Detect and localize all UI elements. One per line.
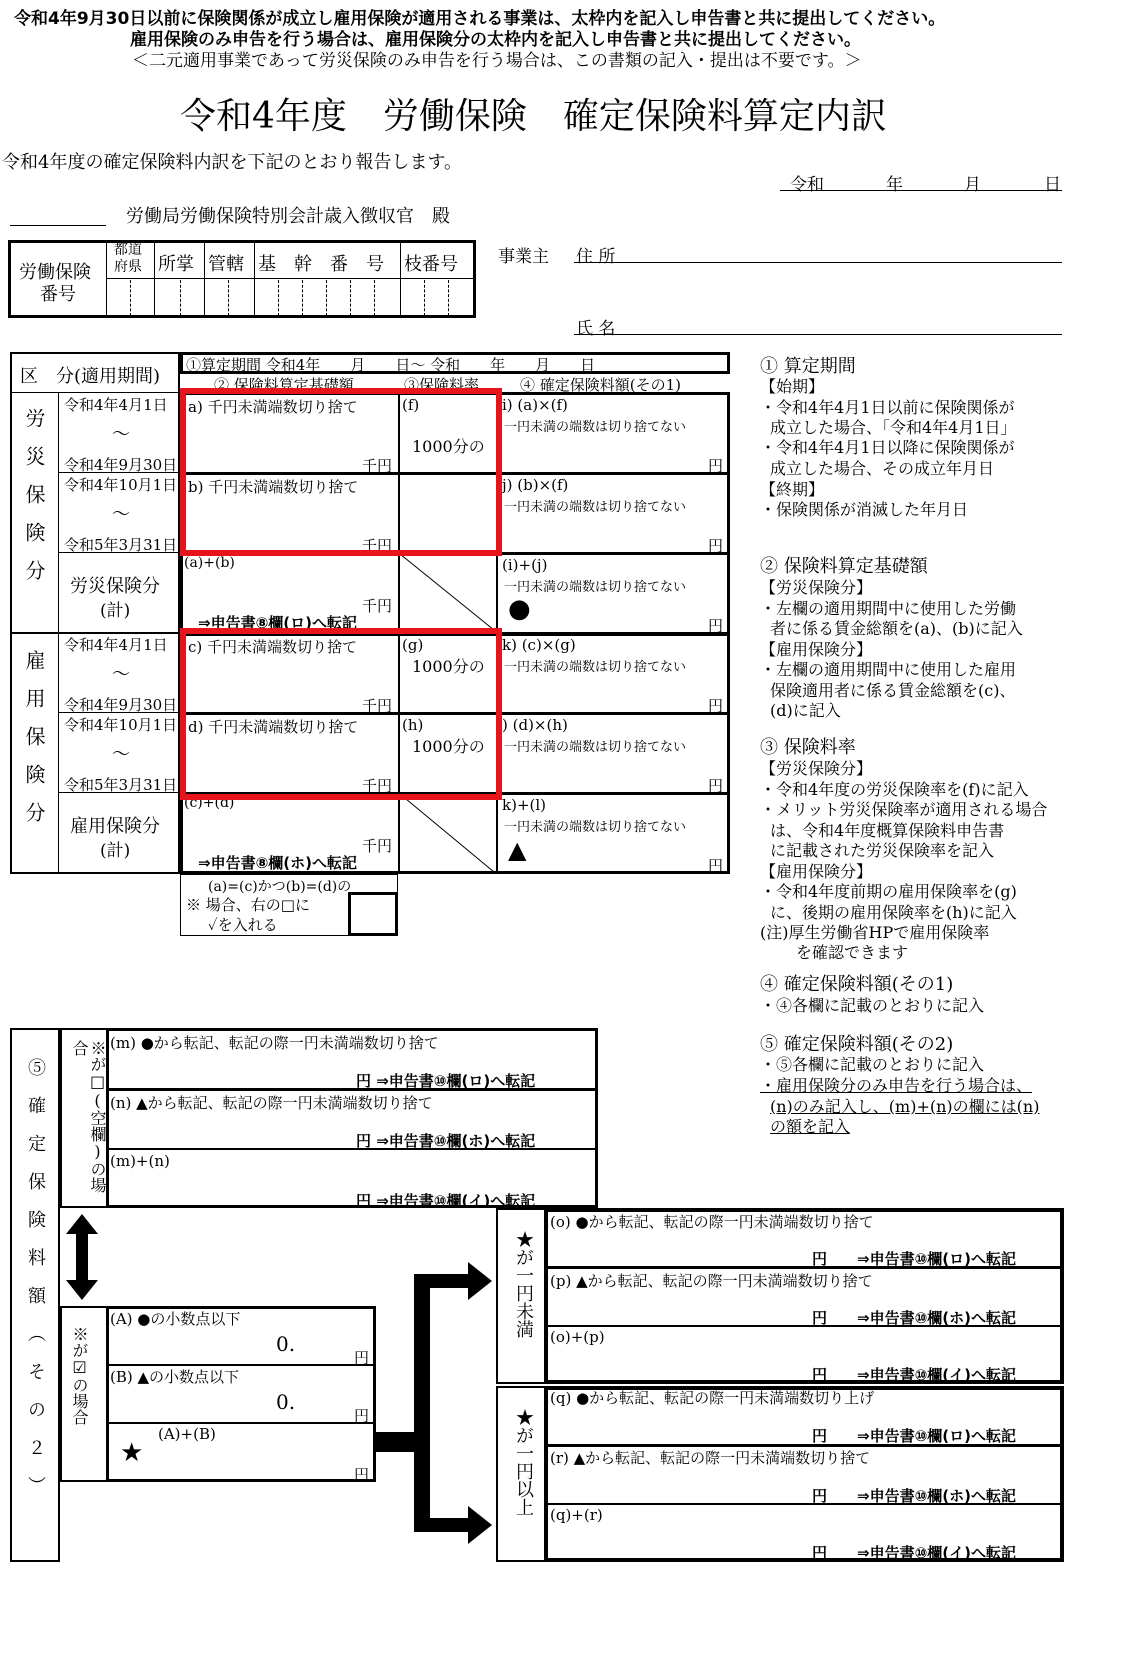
B-zero: 0.: [276, 1390, 296, 1414]
branch-arrow-icon: [376, 1262, 496, 1552]
side-s2-c: ・左欄の適用期間中に使用した雇用: [760, 660, 1017, 679]
AB-unit: 円: [354, 1466, 370, 1484]
kankatsu-label: 管轄: [208, 254, 244, 275]
cell-j-note: 一円未満の端数は切り捨てない: [504, 500, 687, 515]
qr-input[interactable]: [548, 1506, 1060, 1558]
op-input[interactable]: [548, 1328, 1060, 1380]
period-end-1: 令和4年9月30日: [64, 456, 178, 474]
col3-header: ③保険料率: [404, 376, 480, 394]
kikan-label: 基 幹 番 号: [258, 254, 384, 275]
cell-d-label: d) 千円未満端数切り捨て: [188, 718, 359, 736]
cell-l-label: ) (d)×(h): [502, 716, 568, 734]
instruction-line-3: ＜二元適用事業であって労災保険のみ申告を行う場合は、この書類の記入・提出は不要です。＞: [132, 51, 862, 71]
number-input-cells[interactable]: [106, 280, 476, 318]
period-start-1: 令和4年4月1日: [64, 396, 168, 414]
cell-ab-transfer: ⇒申告書⑧欄(ロ)へ転記: [198, 614, 357, 632]
side-s5-c: (n)のみ記入し、(m)+(n)の欄には(n): [770, 1097, 1040, 1116]
side-s2-d: 保険適用者に係る賃金総額を(c)、: [770, 681, 1016, 700]
side-s2-k: 【雇用保険分】: [760, 640, 873, 659]
m-label: (m) ●から転記、転記の際一円未満端数切り捨て: [110, 1034, 439, 1052]
side-s1-title: ① 算定期間: [760, 356, 856, 377]
cell-ij-label: (i)+(j): [502, 556, 548, 574]
cell-i-label: i) (a)×(f): [502, 396, 568, 414]
date-month-label: 月: [964, 175, 981, 195]
koyou-rate-diagonal: [398, 792, 496, 874]
cell-k-note: 一円未満の端数は切り捨てない: [504, 660, 687, 675]
highlight-koyou: [180, 628, 502, 800]
star-marker: ★: [120, 1438, 144, 1468]
cell-i-note: 一円未満の端数は切り捨てない: [504, 420, 687, 435]
qr-label: (q)+(r): [550, 1506, 603, 1524]
triangle-marker: ▲: [508, 836, 527, 864]
rousai-rate-diagonal: [398, 552, 496, 632]
side-s5-b: ・雇用保険分のみ申告を行う場合は、: [760, 1076, 1033, 1095]
m-input[interactable]: [108, 1030, 596, 1088]
circle-marker: ●: [508, 594, 531, 624]
cell-c-label: c) 千円未満端数切り捨て: [188, 638, 358, 656]
side-s3-f: に、後期の雇用保険率を(h)に記入: [770, 903, 1017, 922]
cell-b-label: b) 千円未満端数切り捨て: [188, 478, 359, 496]
koyou-sum-label: 雇用保険分: [70, 816, 160, 837]
side-s1-d: 成立した場合、その成立年月日: [770, 459, 995, 478]
cell-cd-unit: 千円: [362, 837, 393, 855]
period-start-4: 令和4年10月1日: [64, 716, 178, 734]
cell-c-unit: 千円: [362, 697, 393, 715]
period-start-2: 令和4年10月1日: [64, 476, 178, 494]
cell-i-unit: 円: [708, 457, 724, 475]
addressee: 労働局労働保険特別会計歳入徴収官 殿: [126, 206, 450, 227]
p-label: (p) ▲から転記、転記の際一円未満端数切り捨て: [550, 1272, 873, 1290]
op-label: (o)+(p): [550, 1328, 605, 1346]
cell-ab-label: (a)+(b): [184, 555, 235, 571]
cell-l-note: 一円未満の端数は切り捨てない: [504, 740, 687, 755]
cell-a-unit: 千円: [362, 457, 393, 475]
o-transfer: 円 ⇒申告書⑩欄(ロ)へ転記: [812, 1250, 1016, 1268]
r-input[interactable]: [548, 1448, 1060, 1503]
name-label: 氏 名: [576, 319, 616, 339]
wave-3: 〜: [112, 664, 130, 685]
number-label-1: 労働保険: [19, 262, 91, 283]
A-input[interactable]: [108, 1308, 374, 1364]
instruction-line-2: 雇用保険のみ申告を行う場合は、雇用保険分の太枠内を記入し申告書と共に提出してください。: [130, 30, 861, 50]
cell-g-label: (g): [402, 636, 424, 654]
AB-label: (A)+(B): [158, 1425, 216, 1443]
side-s1-start: 【始期】: [760, 377, 825, 396]
period-end-3: 令和4年9月30日: [64, 696, 178, 714]
rousai-kei-label: (計): [100, 601, 131, 621]
side-s3-b: ・メリット労災保険率が適用される場合: [760, 800, 1048, 819]
side-s4-title: ④ 確定保険料額(その1): [760, 974, 954, 995]
B-unit: 円: [354, 1407, 370, 1425]
cell-f-label: (f): [402, 396, 420, 414]
q-label: (q) ●から転記、転記の際一円未満端数切り上げ: [550, 1389, 875, 1407]
report-statement: 令和4年度の確定保険料内訳を下記のとおり報告します。: [2, 152, 463, 173]
date-underline: [780, 190, 1062, 191]
o-label: (o) ●から転記、転記の際一円未満端数切り捨て: [550, 1213, 874, 1231]
page-title: 令和4年度 労働保険 確定保険料算定内訳: [180, 96, 887, 137]
cell-ij-unit: 円: [708, 617, 724, 635]
cell-kl-label: k)+(l): [502, 796, 547, 814]
cell-h-rate: 1000分の: [412, 737, 485, 756]
side-s3-c: は、令和4年度概算保険料申告書: [770, 821, 1005, 840]
side-s5-a: ・⑤各欄に記載のとおりに記入: [760, 1055, 985, 1074]
note-line-1: (a)=(c)かつ(b)=(d)の: [208, 879, 352, 895]
over1-label: ★が一円以上: [513, 1408, 534, 1516]
note-line-3: ✓を入れる: [208, 916, 278, 934]
cell-g-rate: 1000分の: [412, 657, 485, 676]
edaban-label: 枝番号: [404, 254, 458, 275]
r-transfer: 円 ⇒申告書⑩欄(ホ)へ転記: [812, 1487, 1016, 1505]
kubun-header: 区 分(適用期間): [20, 366, 161, 387]
period-end-4: 令和5年3月31日: [64, 776, 178, 794]
side-s5-d: の額を記入: [770, 1117, 851, 1136]
side-s1-end: 【終期】: [760, 480, 825, 499]
n-input[interactable]: [108, 1090, 596, 1148]
highlight-rousai: [180, 388, 502, 556]
A-zero: 0.: [276, 1332, 296, 1356]
rousai-sum-label: 労災保険分: [70, 576, 160, 597]
A-label: (A) ●の小数点以下: [110, 1310, 241, 1328]
wave-2: 〜: [112, 504, 130, 525]
p-input[interactable]: [548, 1270, 1060, 1325]
side-s1-b: 成立した場合、「令和4年4月1日」: [770, 418, 1017, 437]
side-s1-a: ・令和4年4月1日以前に保険関係が: [760, 398, 1015, 417]
cell-k-label: k) (c)×(g): [502, 636, 576, 654]
side-s4-a: ・④各欄に記載のとおりに記入: [760, 996, 985, 1015]
bureau-underline[interactable]: [10, 225, 106, 226]
cell-h-label: (h): [402, 716, 424, 734]
col2-header: ② 保険料算定基礎額: [214, 376, 354, 394]
mn-input[interactable]: [108, 1150, 596, 1206]
koyou-kei-label: (計): [100, 841, 131, 861]
section5-vertical-label: ⑤確定保険料額（その２）: [25, 1058, 46, 1514]
side-s2-a: ・左欄の適用期間中に使用した労働: [760, 599, 1017, 618]
number-label-2: 番号: [40, 284, 76, 305]
cell-j-label: j) (b)×(f): [502, 476, 569, 494]
side-s3-r: 【労災保険分】: [760, 759, 873, 778]
prefecture-label: 都道 府県: [114, 242, 142, 275]
op-transfer: 円 ⇒申告書⑩欄(イ)へ転記: [812, 1366, 1016, 1384]
cell-kl-unit: 円: [708, 857, 724, 875]
shosho-label: 所掌: [158, 254, 194, 275]
side-s3-a: ・令和4年度の労災保険率を(f)に記入: [760, 780, 1029, 799]
cell-ij-note: 一円未満の端数は切り捨てない: [504, 580, 687, 595]
under1-label: ★が一円未満: [513, 1230, 534, 1338]
col4-header: ④ 確定保険料額(その1): [520, 376, 682, 394]
side-s1-c: ・令和4年4月1日以降に保険関係が: [760, 438, 1015, 457]
blank-case-label: ※が□(空欄)の場合: [70, 1040, 107, 1193]
side-s2-e: (d)に記入: [770, 701, 841, 720]
qr-transfer: 円 ⇒申告書⑩欄(イ)へ転記: [812, 1544, 1016, 1562]
wave-1: 〜: [112, 424, 130, 445]
name-field[interactable]: [574, 334, 1062, 335]
A-unit: 円: [354, 1349, 370, 1367]
side-s2-b: 者に係る賃金総額を(a)、(b)に記入: [770, 619, 1023, 638]
period-end-2: 令和5年3月31日: [64, 536, 178, 554]
m-transfer: 円 ⇒申告書⑩欄(ロ)へ転記: [356, 1072, 536, 1090]
note-line-2: ※ 場合、右の□に: [186, 896, 310, 914]
koyou-vertical-label: 雇用保険分: [22, 650, 46, 840]
cell-ab-unit: 千円: [362, 597, 393, 615]
cell-cd-label: (c)+(d): [184, 795, 235, 811]
period-header: ①算定期間 令和4年 月 日～ 令和 年 月 日: [186, 356, 596, 374]
side-s3-h: を確認できます: [796, 943, 909, 962]
cell-a-label: a) 千円未満端数切り捨て: [188, 398, 358, 416]
n-label: (n) ▲から転記、転記の際一円未満端数切り捨て: [110, 1094, 433, 1112]
B-label: (B) ▲の小数点以下: [110, 1368, 240, 1386]
same-rate-checkbox[interactable]: [348, 892, 398, 936]
side-s2-title: ② 保険料算定基礎額: [760, 556, 928, 577]
rousai-vertical-label: 労災保険分: [22, 408, 46, 598]
side-s3-d: に記載された労災保険率を記入: [770, 841, 995, 860]
date-day-label: 日: [1044, 175, 1061, 195]
wave-4: 〜: [112, 744, 130, 765]
cell-j-unit: 円: [708, 537, 724, 555]
cell-b-unit: 千円: [362, 537, 393, 555]
cell-k-unit: 円: [708, 697, 724, 715]
o-input[interactable]: [548, 1212, 1060, 1266]
period-start-3: 令和4年4月1日: [64, 636, 168, 654]
mn-label: (m)+(n): [110, 1152, 170, 1170]
address-field[interactable]: [574, 262, 1062, 263]
q-transfer: 円 ⇒申告書⑩欄(ロ)へ転記: [812, 1427, 1016, 1445]
employer-label: 事業主: [498, 247, 549, 267]
double-arrow-icon: [64, 1212, 100, 1302]
q-input[interactable]: [548, 1390, 1060, 1444]
mn-transfer: 円 ⇒申告書⑩欄(イ)へ転記: [356, 1192, 536, 1210]
p-transfer: 円 ⇒申告書⑩欄(ホ)へ転記: [812, 1309, 1016, 1327]
cell-cd-transfer: ⇒申告書⑧欄(ホ)へ転記: [198, 854, 357, 872]
cell-kl-note: 一円未満の端数は切り捨てない: [504, 820, 687, 835]
cell-l-unit: 円: [708, 777, 724, 795]
B-input[interactable]: [108, 1366, 374, 1422]
side-s3-k: 【雇用保険分】: [760, 862, 873, 881]
side-s1-e: ・保険関係が消滅した年月日: [760, 500, 969, 519]
side-s3-g: (注)厚生労働省HPで雇用保険率: [760, 923, 990, 942]
cell-f-rate: 1000分の: [412, 437, 485, 456]
side-s5-title: ⑤ 確定保険料額(その2): [760, 1034, 954, 1055]
address-label: 住 所: [576, 247, 616, 267]
r-label: (r) ▲から転記、転記の際一円未満端数切り捨て: [550, 1449, 871, 1467]
date-era: 令和: [790, 175, 824, 195]
instruction-line-1: 令和4年9月30日以前に保険関係が成立し雇用保険が適用される事業は、太枠内を記入し申告書と共に提出してください。: [14, 9, 946, 29]
date-year-label: 年: [886, 175, 903, 195]
check-case-label: ※が☑の場合: [70, 1326, 89, 1425]
side-s3-title: ③ 保険料率: [760, 737, 856, 758]
n-transfer: 円 ⇒申告書⑩欄(ホ)へ転記: [356, 1132, 536, 1150]
cell-d-unit: 千円: [362, 777, 393, 795]
side-s2-r: 【労災保険分】: [760, 578, 873, 597]
side-s3-e: ・令和4年度前期の雇用保険率を(g): [760, 882, 1017, 901]
